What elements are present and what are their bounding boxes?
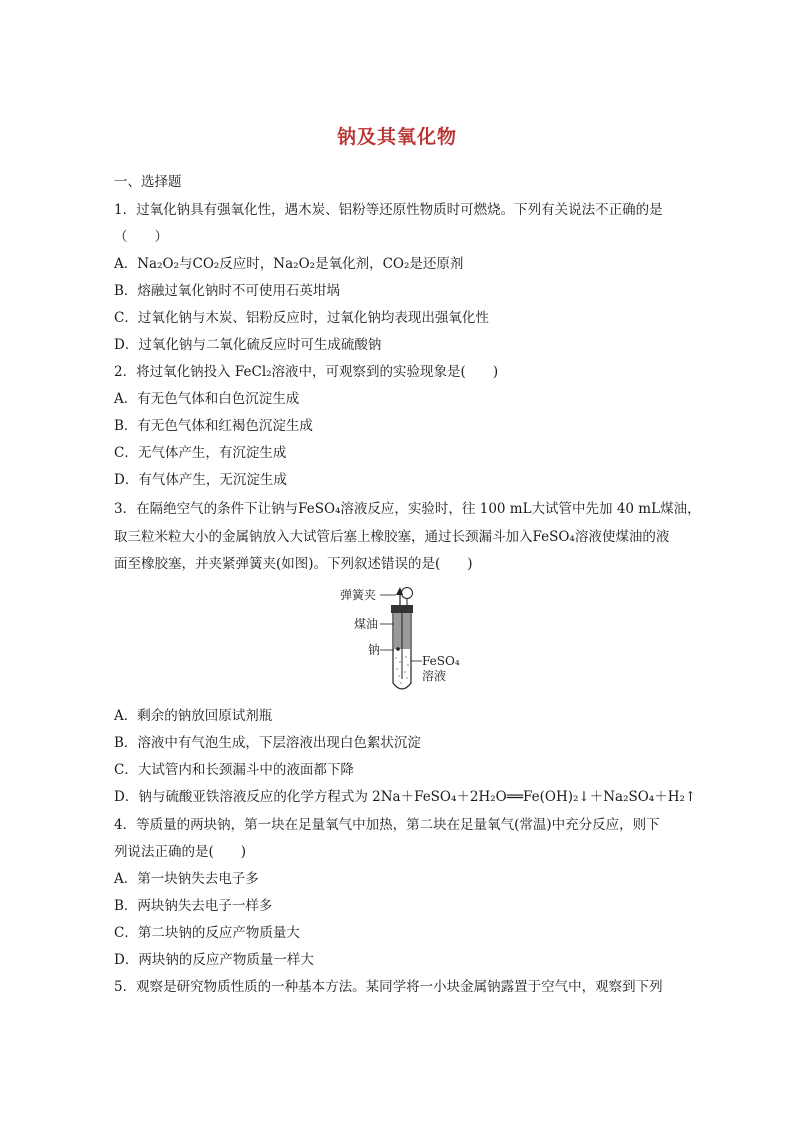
q2-option-c: C．无气体产生，有沉淀生成 [114,445,287,461]
q5-stem-line-1: 5．观察是研究物质性质的一种基本方法。某同学将一小块金属钠露置于空气中，观察到下列 [114,979,663,995]
q2-stem: 2．将过氧化钠投入 FeCl₂溶液中，可观察到的实验现象是( ) [114,364,499,380]
q3-stem-line-3: 面至橡胶塞，并夹紧弹簧夹(如图)。下列叙述错误的是( ) [114,556,473,572]
q1-option-a: A．Na₂O₂与CO₂反应时，Na₂O₂是氧化剂，CO₂是还原剂 [114,256,464,272]
q2-option-b: B．有无色气体和红褐色沉淀生成 [114,418,313,434]
q4-stem-line-1: 4．等质量的两块钠，第一块在足量氧气中加热，第二块在足量氧气(常温)中充分反应，则下 [114,817,660,833]
q3-stem-line-1: 3．在隔绝空气的条件下让钠与FeSO₄溶液反应，实验时，往 100 mL大试管中先加 40 mL煤油， [114,501,701,517]
q4-option-c: C．第二块钠的反应产物质量大 [114,925,300,941]
q4-option-d: D．两块钠的反应产物质量一样大 [114,952,314,968]
q4-option-a: A．第一块钠失去电子多 [114,871,259,887]
label-spring-clamp: 弹簧夹 [340,588,377,602]
q3-option-c: C．大试管内和长颈漏斗中的液面都下降 [114,762,354,778]
q1-stem-line-1: 1．过氧化钠具有强氧化性，遇木炭、铝粉等还原性物质时可燃烧。下列有关说法不正确的是 [114,202,663,218]
q3-option-a: A．剩余的钠放回原试剂瓶 [114,708,273,724]
q1-stem-line-2: （ ） [114,229,168,245]
q4-option-b: B．两块钠失去电子一样多 [114,898,273,914]
section-heading: 一、选择题 [114,174,182,190]
label-sodium: 钠 [368,643,381,657]
q1-option-c: C．过氧化钠与木炭、铝粉反应时，过氧化钠均表现出强氧化性 [114,310,489,326]
label-solution: 溶液 [422,669,447,683]
q2-option-a: A．有无色气体和白色沉淀生成 [114,391,300,407]
page-title: 钠及其氧化物 [336,126,457,148]
q3-option-d: D．钠与硫酸亚铁溶液反应的化学方程式为 2Na＋FeSO₄＋2H₂O══Fe(OH)₂↓＋Na₂SO₄＋H₂↑ [114,789,697,805]
apparatus-figure [330,583,480,703]
q4-stem-line-2: 列说法正确的是( ) [114,844,247,860]
q1-option-d: D．过氧化钠与二氧化硫反应时可生成硫酸钠 [114,337,382,353]
label-feso4: FeSO₄ [422,654,460,668]
q2-option-d: D．有气体产生，无沉淀生成 [114,472,287,488]
q3-option-b: B．溶液中有气泡生成，下层溶液出现白色絮状沉淀 [114,735,421,751]
q1-option-b: B．熔融过氧化钠时不可使用石英坩埚 [114,283,340,299]
q3-stem-line-2: 取三粒米粒大小的金属钠放入大试管后塞上橡胶塞，通过长颈漏斗加入FeSO₄溶液使煤油的液 [114,529,670,545]
label-kerosene: 煤油 [354,617,379,631]
